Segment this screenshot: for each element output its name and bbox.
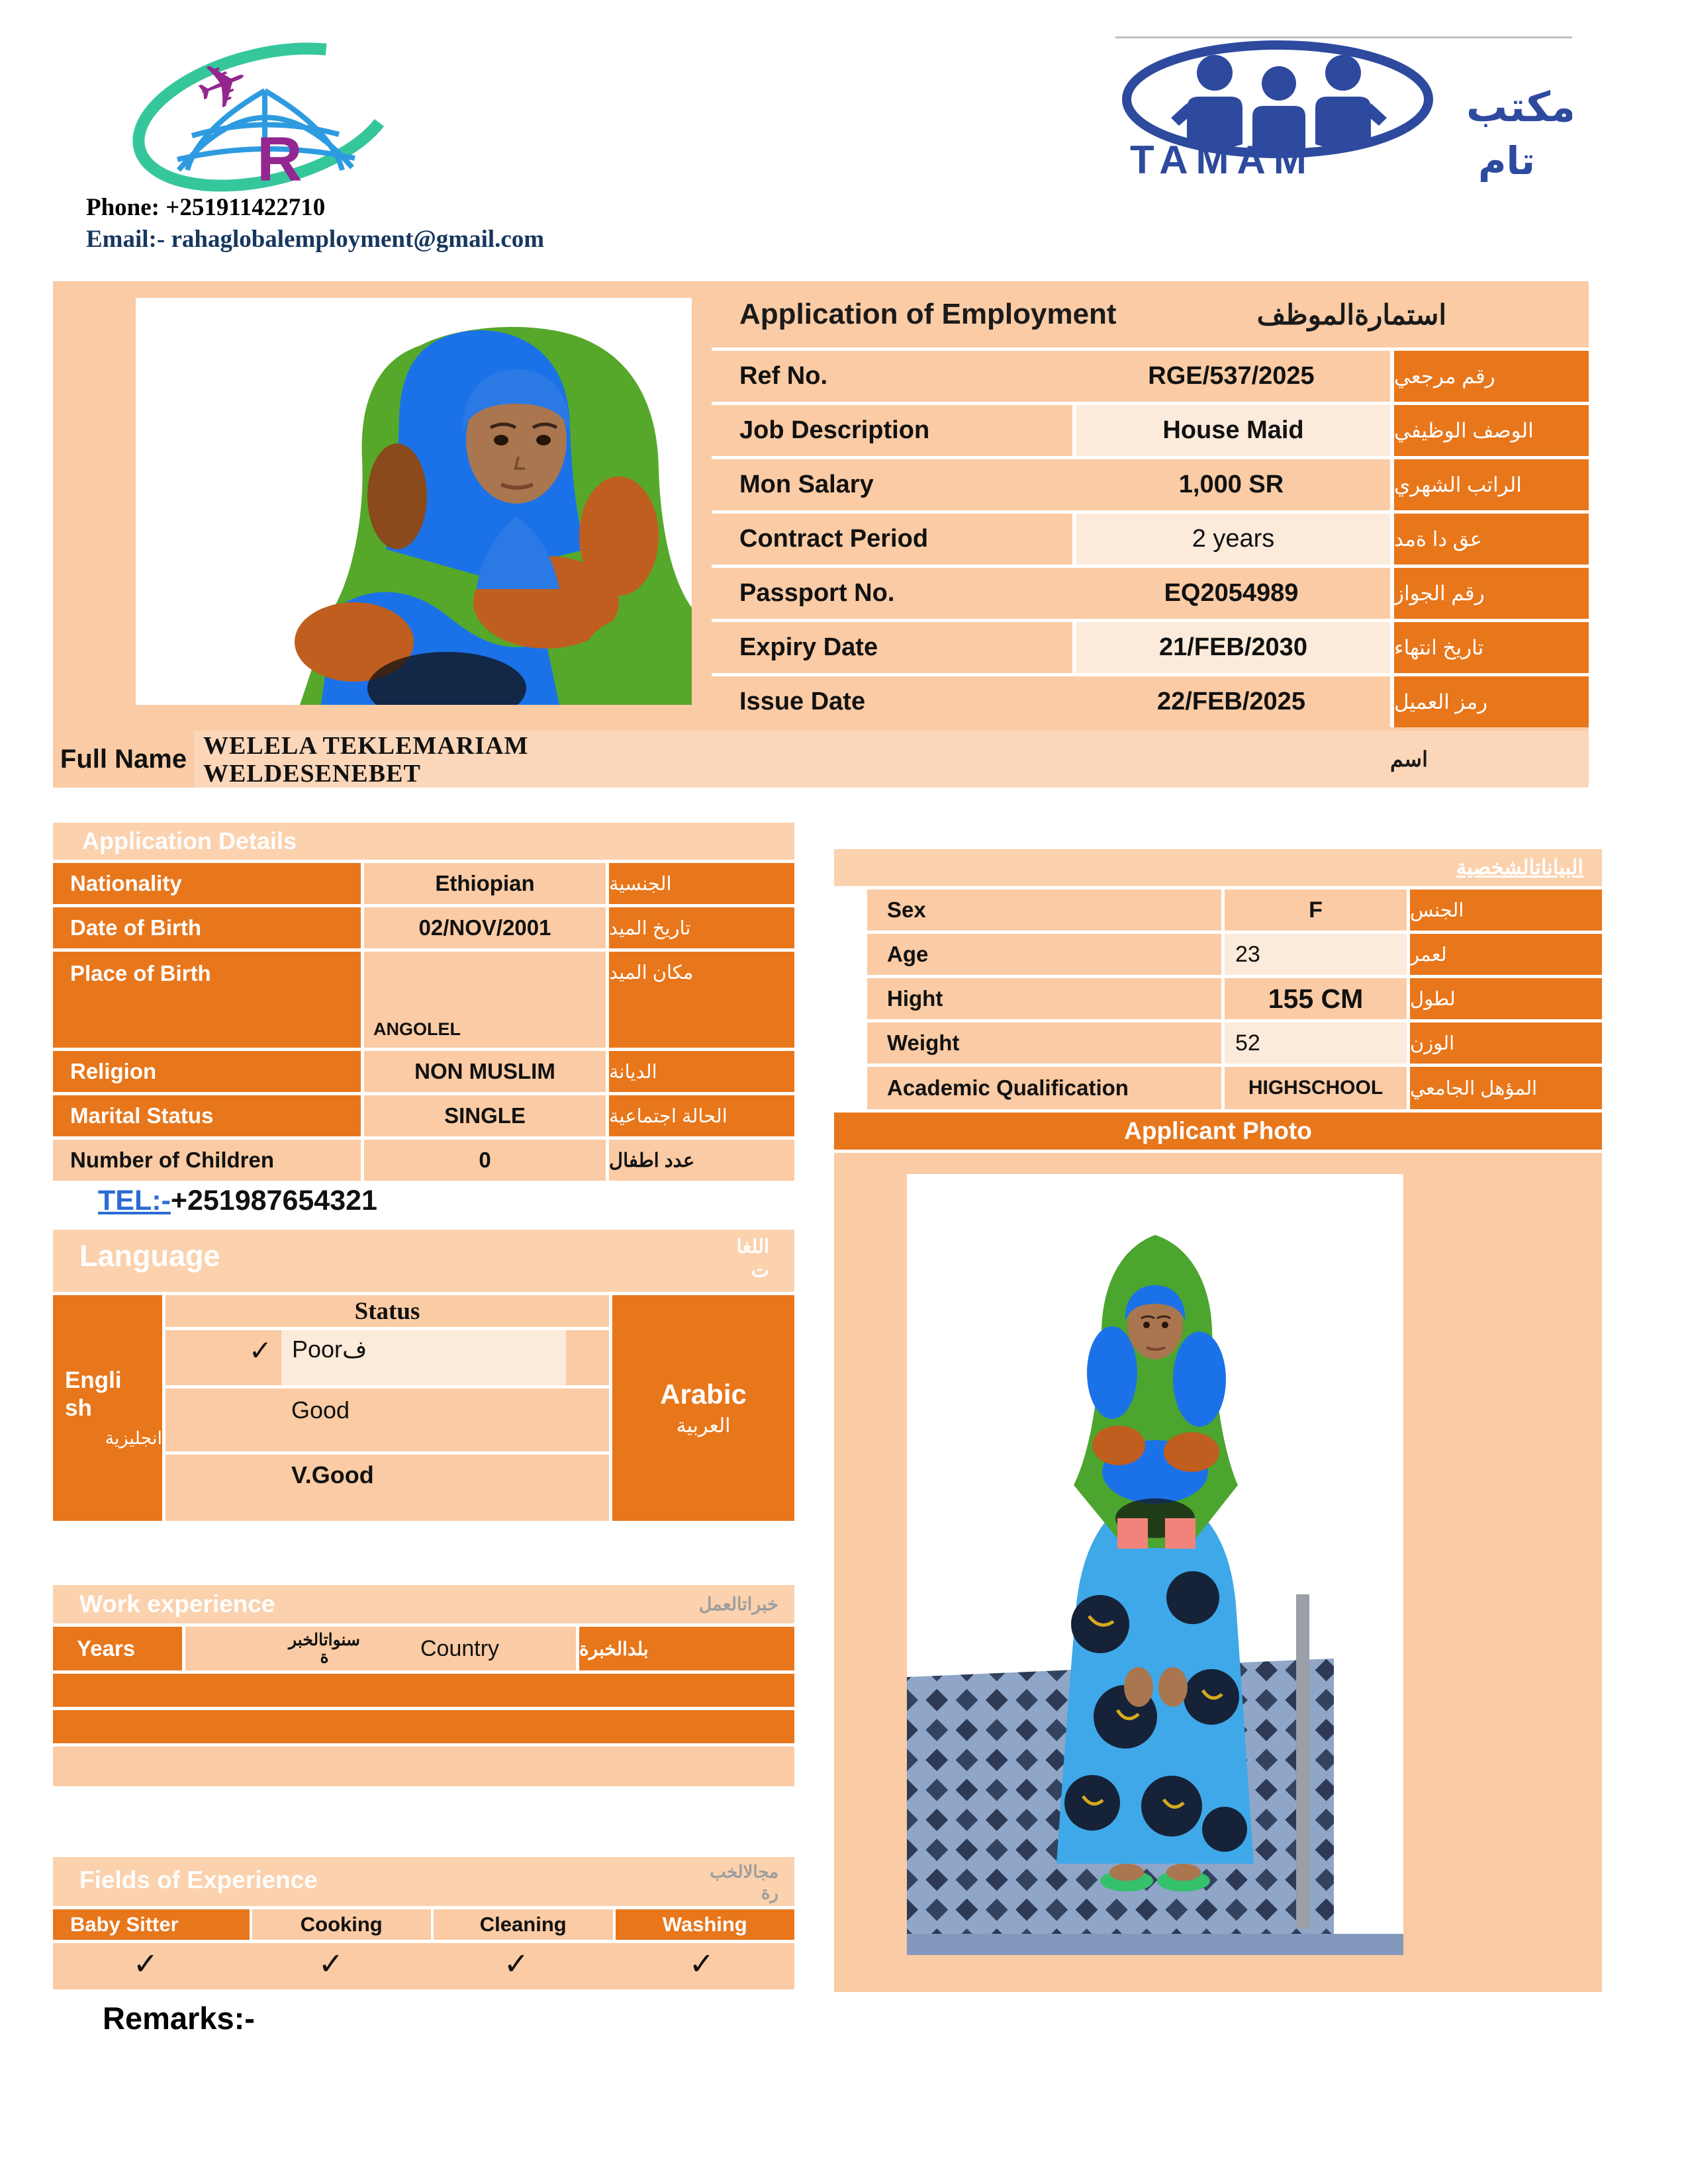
language-section [53, 1230, 794, 1521]
row-label: Ref No. [712, 351, 1072, 402]
row-value: 21/FEB/2030 [1072, 622, 1390, 673]
table-row [712, 514, 1589, 565]
row-label: Sex [867, 889, 1221, 931]
checkmark-icon: ✓ [318, 1946, 344, 1981]
row-label-arabic: الحالة اجتماعية [606, 1095, 794, 1136]
work-experience-section [53, 1585, 794, 1786]
agency-email: Email:- rahaglobalemployment@gmail.com [86, 226, 545, 253]
applicant-portrait-photo [136, 298, 692, 705]
table-row [867, 978, 1602, 1019]
row-label: Religion [53, 1051, 361, 1092]
experience-empty-row [53, 1710, 794, 1743]
tamam-arabic-bottom: تام [1478, 138, 1536, 182]
row-label: Job Description [712, 405, 1072, 456]
tamam-arabic-top: مكتب [1466, 83, 1572, 131]
plane-icon: ✈ [185, 43, 261, 128]
level-row-poor [165, 1330, 609, 1385]
years-header: Years [53, 1627, 182, 1670]
full-name-label: Full Name [53, 731, 194, 788]
tamam-office-logo [1115, 36, 1572, 182]
row-label-arabic: الجنس [1407, 889, 1602, 931]
row-value: 0 [361, 1140, 606, 1181]
row-value: RGE/537/2025 [1072, 351, 1390, 402]
personal-data-title-row [834, 849, 1602, 886]
row-label-arabic: الراتب الشهري [1390, 459, 1589, 510]
row-label-arabic: تاريخ الميد [606, 907, 794, 948]
row-value: Ethiopian [361, 863, 606, 904]
tamam-wordmark: TAMAM [1130, 138, 1315, 182]
row-value: 2 years [1072, 514, 1390, 565]
row-label: Contract Period [712, 514, 1072, 565]
row-label-arabic: الديانة [606, 1051, 794, 1092]
telephone-line [98, 1185, 377, 1217]
agency-globe-logo [99, 30, 430, 195]
row-label-arabic: رقم مرجعي [1390, 351, 1589, 402]
row-value: 02/NOV/2001 [361, 907, 606, 948]
row-label: Hight [867, 978, 1221, 1019]
country-header: Country [420, 1635, 500, 1661]
full-name-value [194, 731, 1390, 788]
table-row [53, 907, 794, 948]
row-value: ANGOLEL [361, 952, 606, 1048]
row-label: Place of Birth [53, 952, 361, 1048]
row-label-arabic: الوصف الوظيفي [1390, 405, 1589, 456]
field-cooking: Cooking [252, 1909, 432, 1940]
row-value: 52 [1221, 1023, 1407, 1064]
work-experience-title-arabic: خبراتالعمل [698, 1594, 778, 1614]
row-label: Nationality [53, 863, 361, 904]
status-header: Status [165, 1295, 609, 1327]
table-row [867, 1067, 1602, 1109]
remarks-label: Remarks:- [103, 2001, 255, 2036]
table-row [867, 934, 1602, 975]
row-label: Expiry Date [712, 622, 1072, 673]
table-row [53, 863, 794, 904]
language-title-arabic: اللغا ت [736, 1236, 769, 1281]
table-row [53, 1095, 794, 1136]
row-label-arabic: رقم الجواز [1390, 568, 1589, 619]
row-value: 155 CM [1221, 978, 1407, 1019]
table-row [867, 1023, 1602, 1064]
personal-data-section [834, 849, 1602, 1992]
application-details-title: Application Details [53, 823, 794, 860]
table-row [712, 351, 1589, 402]
table-row [712, 568, 1589, 619]
country-header-arabic: بلدالخبرة [579, 1627, 794, 1670]
fields-title-arabic: مجالالخب رة [710, 1862, 778, 1903]
row-label: Weight [867, 1023, 1221, 1064]
row-label: Date of Birth [53, 907, 361, 948]
work-experience-title-row [53, 1585, 794, 1623]
fields-columns [53, 1909, 794, 1940]
full-name-line1: WELELA TEKLEMARIAM [203, 732, 529, 760]
tel-link[interactable]: TEL:- [98, 1185, 171, 1216]
row-label-arabic: تاريخ انتهاء [1390, 622, 1589, 673]
row-value: EQ2054989 [1072, 568, 1390, 619]
fields-title-row [53, 1857, 794, 1906]
row-label: Marital Status [53, 1095, 361, 1136]
table-row [53, 952, 794, 1048]
experience-empty-row [53, 1747, 794, 1786]
row-label-arabic: عدد اطفال [606, 1140, 794, 1181]
table-row [712, 676, 1589, 727]
checkmark-icon: ✓ [688, 1946, 715, 1981]
field-cleaning: Cleaning [434, 1909, 613, 1940]
status-column [165, 1295, 609, 1521]
row-label-arabic: رمز العميل [1390, 676, 1589, 727]
row-label-arabic: لعمر [1407, 934, 1602, 975]
row-value: 23 [1221, 934, 1407, 975]
row-value: F [1221, 889, 1407, 931]
tamam-people-icon [1115, 38, 1572, 182]
fields-checkmarks-row [53, 1943, 794, 1989]
level-row-vgood: V.Good [165, 1455, 609, 1521]
employment-table-title [712, 281, 1589, 347]
field-washing: Washing [616, 1909, 795, 1940]
table-row [712, 459, 1589, 510]
applicant-full-body-photo [907, 1174, 1403, 1955]
row-label: Academic Qualification [867, 1067, 1221, 1109]
work-experience-columns [53, 1627, 794, 1670]
level-label: Poorف [281, 1330, 566, 1385]
field-baby-sitter: Baby Sitter [53, 1909, 250, 1940]
row-label-arabic: الجنسية [606, 863, 794, 904]
row-label: Number of Children [53, 1140, 361, 1181]
table-row [712, 622, 1589, 673]
logo-letter-r: R [257, 124, 303, 195]
level-row-good: Good [165, 1388, 609, 1451]
arabic-column: Arabic العربية [612, 1295, 794, 1521]
row-value: SINGLE [361, 1095, 606, 1136]
globe-plane-icon [99, 30, 430, 195]
table-row [867, 889, 1602, 931]
checkmark-icon: ✓ [132, 1946, 159, 1981]
table-row [712, 405, 1589, 456]
full-name-label-arabic: اسم [1390, 731, 1589, 788]
checkmark-icon: ✓ [165, 1330, 281, 1385]
row-value: House Maid [1072, 405, 1390, 456]
english-column: Engli sh انجليزية [53, 1295, 162, 1521]
language-table [53, 1295, 794, 1521]
table-row [53, 1140, 794, 1181]
experience-empty-row [53, 1674, 794, 1707]
row-label-arabic: المؤهل الجامعي [1407, 1067, 1602, 1109]
row-label-arabic: الوزن [1407, 1023, 1602, 1064]
applicant-photo-header: Applicant Photo [834, 1113, 1602, 1150]
row-label: Passport No. [712, 568, 1072, 619]
years-header-arabic: سنواتالخبر ة [288, 1631, 361, 1666]
row-value: NON MUSLIM [361, 1051, 606, 1092]
row-label: Issue Date [712, 676, 1072, 727]
personal-data-title-arabic: البياناتالشخصية [1456, 856, 1583, 879]
full-name-row [53, 731, 1589, 788]
fields-of-experience-section [53, 1857, 794, 1989]
row-label: Age [867, 934, 1221, 975]
employment-summary-table [712, 281, 1589, 727]
row-label-arabic: لطول [1407, 978, 1602, 1019]
work-experience-title: Work experience [79, 1590, 275, 1617]
row-value: HIGHSCHOOL [1221, 1067, 1407, 1109]
checkmark-icon: ✓ [503, 1946, 530, 1981]
title-arabic: استمارةالموظف [1256, 298, 1446, 330]
fields-title: Fields of Experience [79, 1866, 318, 1893]
row-label-arabic: عق دا ةمد [1390, 514, 1589, 565]
applicant-photo-panel [834, 1153, 1602, 1992]
row-value: 1,000 SR [1072, 459, 1390, 510]
language-title: Language [79, 1239, 220, 1273]
row-label: Mon Salary [712, 459, 1072, 510]
full-name-line2: WELDESENEBET [203, 760, 421, 788]
application-details-section [53, 823, 794, 1181]
row-value: 22/FEB/2025 [1072, 676, 1390, 727]
table-row [53, 1051, 794, 1092]
title-english: Application of Employment [739, 298, 1117, 330]
agency-phone: Phone: +251911422710 [86, 194, 326, 221]
language-title-row [53, 1230, 794, 1292]
tel-number: +251987654321 [170, 1185, 377, 1216]
experience-middle-cell [182, 1627, 579, 1670]
row-label-arabic: مكان الميد [606, 952, 794, 1048]
